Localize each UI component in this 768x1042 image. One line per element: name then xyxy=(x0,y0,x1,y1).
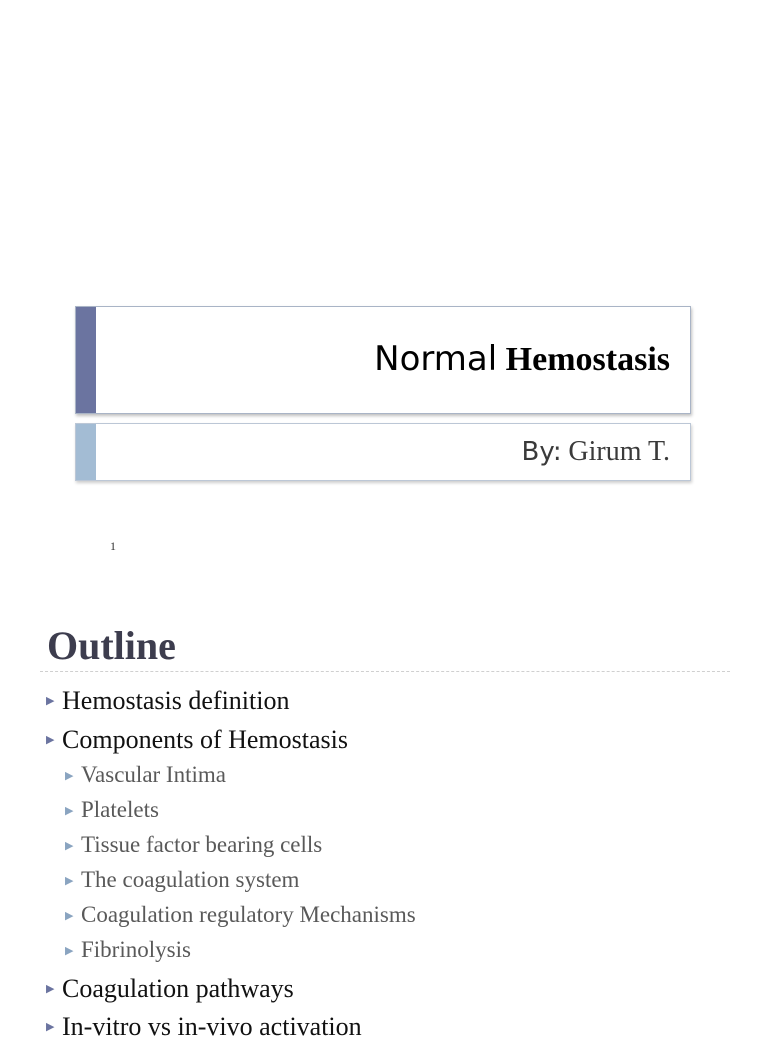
title-word-normal: Normal xyxy=(374,339,498,379)
author-name: Girum T. xyxy=(568,436,670,467)
outline-item: Hemostasis definition xyxy=(62,686,290,715)
slide-subtitle xyxy=(522,436,670,468)
title-word-hemostasis: Hemostasis xyxy=(505,341,670,378)
bullet-icon: ▶ xyxy=(46,1021,55,1033)
outline-item: Coagulation pathways xyxy=(62,974,294,1003)
bullet-icon: ▶ xyxy=(46,734,55,746)
title-divider xyxy=(40,671,730,672)
outline-subitem: Vascular Intima xyxy=(81,762,226,787)
title-box xyxy=(75,306,691,414)
subtitle-prefix: By: xyxy=(521,437,562,467)
outline-subitem: Coagulation regulatory Mechanisms xyxy=(81,902,416,927)
title-accent-bar xyxy=(76,307,96,413)
bullet-icon: ▶ xyxy=(65,770,74,782)
bullet-icon: ▶ xyxy=(65,910,74,922)
bullet-icon: ▶ xyxy=(65,840,74,852)
subtitle-accent-bar xyxy=(76,424,96,480)
outline-subitem: The coagulation system xyxy=(81,867,300,892)
bullet-icon: ▶ xyxy=(46,983,55,995)
outline-subitem: Platelets xyxy=(81,797,159,822)
page-number: 1 xyxy=(110,539,116,553)
subtitle-box xyxy=(75,423,691,481)
outline-subitem: Fibrinolysis xyxy=(81,937,191,962)
outline-item: In-vitro vs in-vivo activation xyxy=(62,1012,362,1041)
outline-subitem: Tissue factor bearing cells xyxy=(81,832,323,857)
slide-title xyxy=(374,339,670,379)
outline-item: Components of Hemostasis xyxy=(62,725,348,754)
bullet-icon: ▶ xyxy=(65,875,74,887)
bullet-icon: ▶ xyxy=(65,945,74,957)
bullet-icon: ▶ xyxy=(65,805,74,817)
outline-title: Outline xyxy=(47,623,176,668)
bullet-icon: ▶ xyxy=(46,695,55,707)
